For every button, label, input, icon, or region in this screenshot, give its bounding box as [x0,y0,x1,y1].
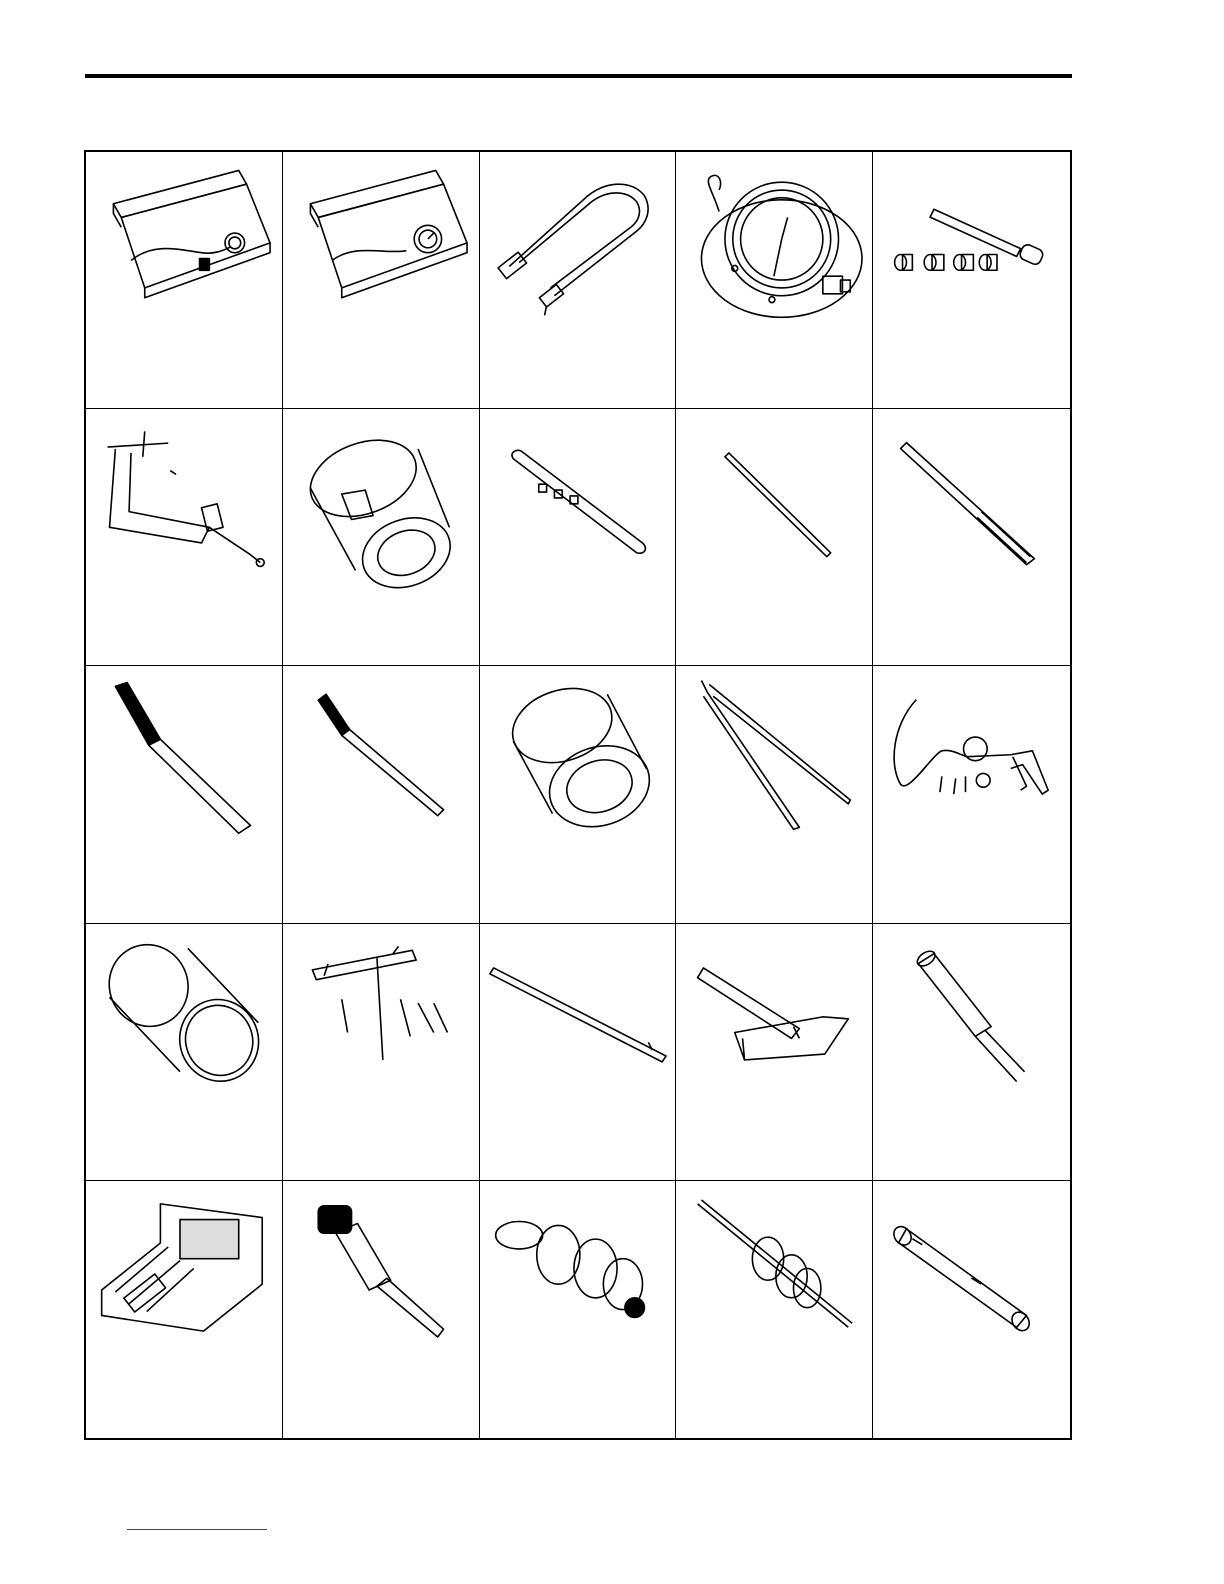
tool-cell [283,666,480,923]
tool-cell [873,152,1070,409]
tool-cell [86,666,283,923]
gauge-kit-case-icon [86,152,282,408]
tool-cell [480,409,677,666]
special-tools-grid [84,150,1072,1440]
tweezers-icon [676,666,872,922]
tool-cell [676,666,873,923]
tool-cell [873,924,1070,1181]
bearing-puller-shaft-icon [676,1181,872,1438]
tool-cell [283,1181,480,1438]
sliding-hammer-icon [283,1181,479,1438]
adapter-set-icon [873,152,1070,408]
vacuum-pump-gauge-icon [873,666,1070,922]
knurled-installer-icon [873,1181,1070,1438]
bearing-remover-icon [873,924,1070,1180]
footer-link-rule [127,1529,267,1530]
tool-cell [480,152,677,409]
valve-guide-reamer-icon [873,409,1070,665]
tool-cell [873,666,1070,923]
tool-cell [676,152,873,409]
tool-cell [676,1181,873,1438]
tool-cell [283,409,480,666]
valve-guide-installer-icon [86,666,282,922]
tool-cell [676,409,873,666]
tool-cell [86,409,283,666]
tool-cell [283,152,480,409]
tool-kit-case-icon [86,1181,282,1438]
bearing-installer-sleeve-icon [86,924,282,1180]
tool-cell [480,1181,677,1438]
gear-puller-icon [283,924,479,1180]
rod-tool-icon [480,924,676,1180]
hose-attachment-icon [480,152,676,408]
tool-cell [480,924,677,1181]
tool-cell [480,666,677,923]
pressure-gauge-icon [676,152,872,408]
tool-cell [86,152,283,409]
tool-cell [873,1181,1070,1438]
header-rule [85,74,1072,78]
tool-cell [283,924,480,1181]
tool-cell [873,409,1070,666]
compressor-attachment-icon [283,409,479,665]
gauge-kit-case-icon [283,152,479,408]
tool-cell [86,924,283,1181]
tool-cell [86,1181,283,1438]
bearing-installer-set-icon [480,1181,676,1438]
valve-spring-compressor-icon [86,409,282,665]
tappet-holder-icon [480,409,676,665]
installer-sleeve-icon [480,666,676,922]
valve-guide-remover-icon [283,666,479,922]
tool-cell [676,924,873,1181]
holder-wrench-icon [676,924,872,1180]
valve-guide-remover-icon [676,409,872,665]
